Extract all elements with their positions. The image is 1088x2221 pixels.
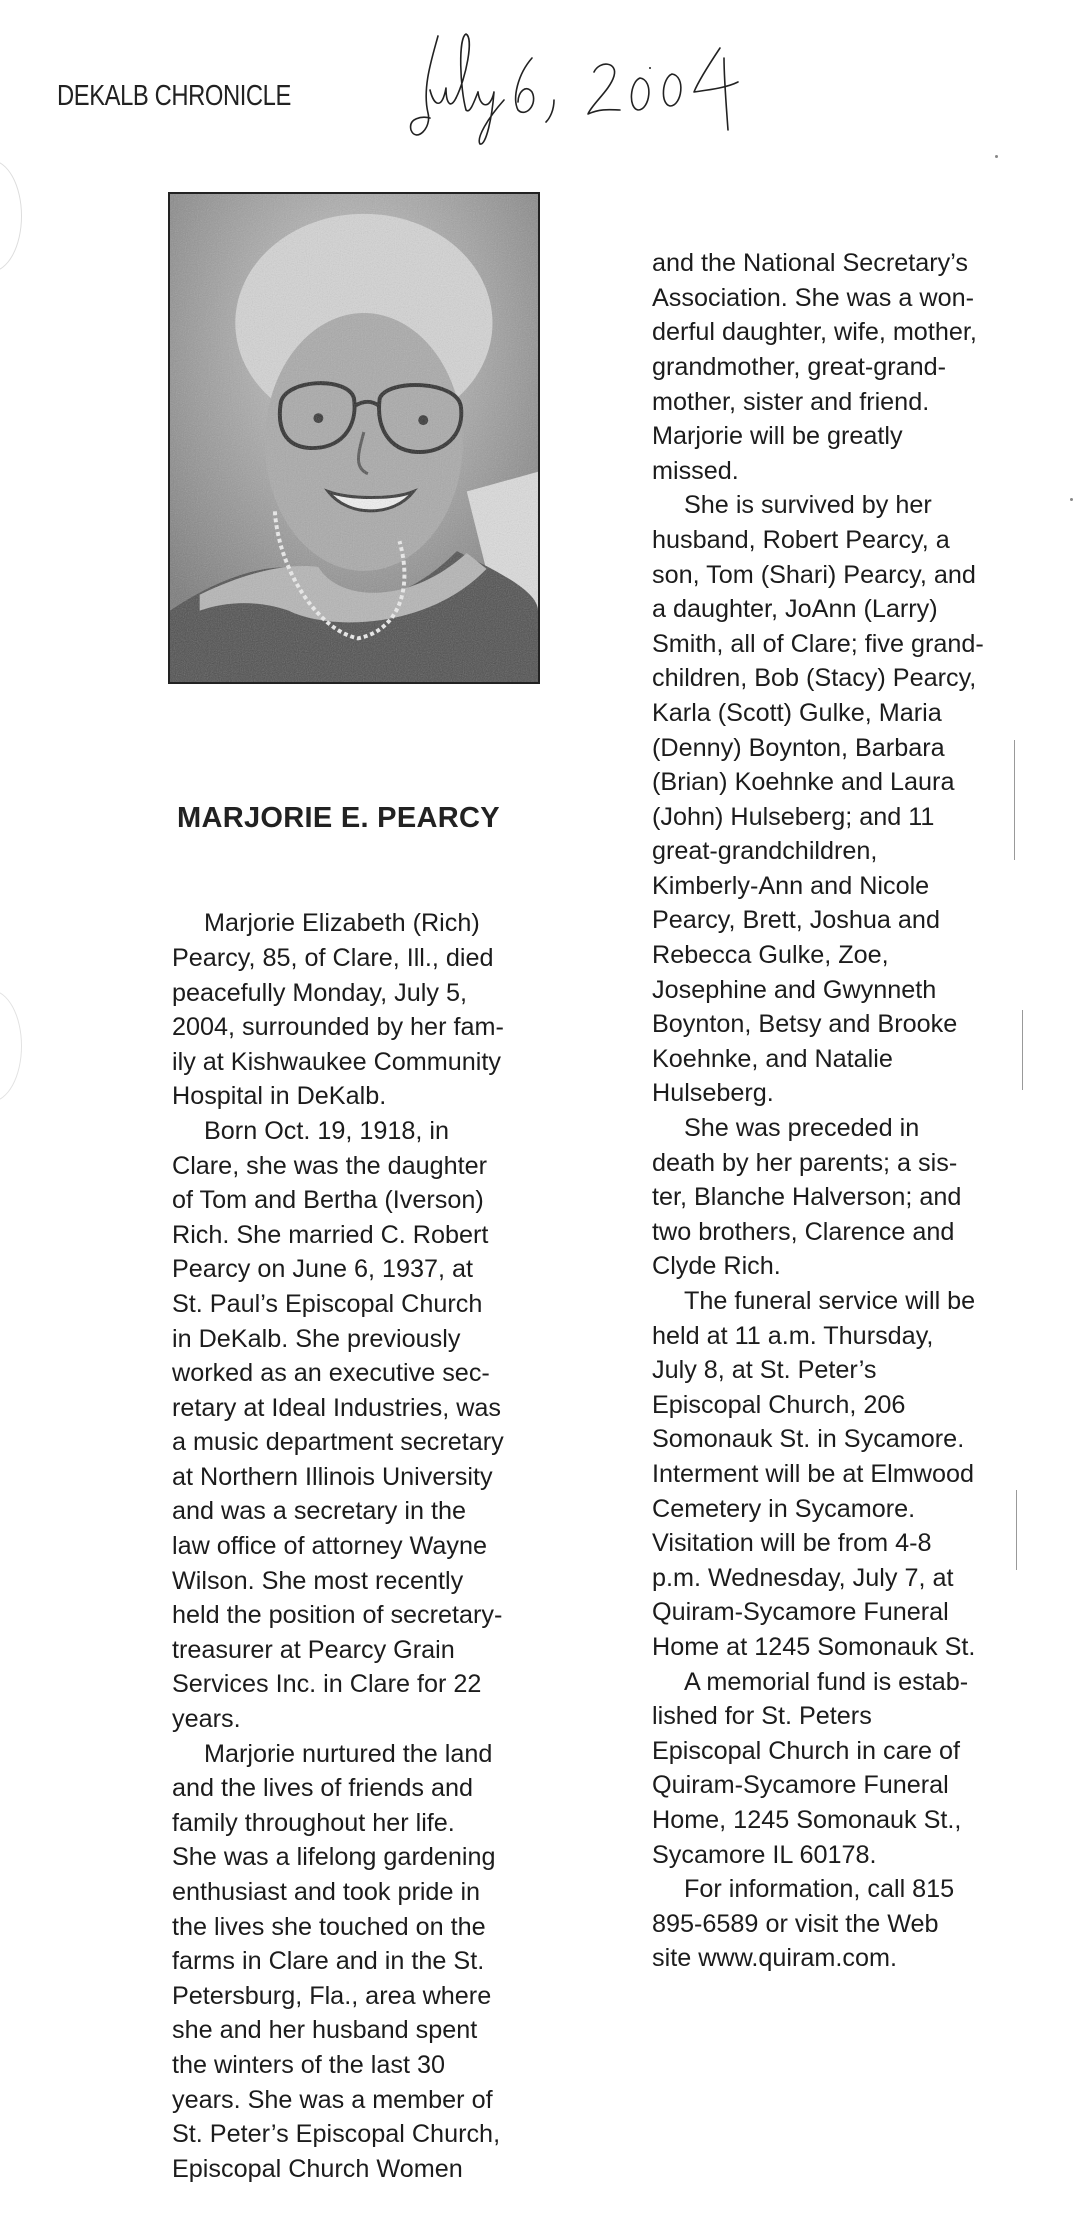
right_column-line: A memorial fund is estab- — [684, 1667, 969, 1696]
right_column-line: Association. She was a won- — [652, 283, 975, 312]
handwritten-date-ink — [408, 18, 848, 148]
right_column-line: July 8, at St. Peter’s — [652, 1356, 877, 1385]
left_column-line: Episcopal Church Women — [172, 2154, 463, 2183]
right_column-line: Karla (Scott) Gulke, Maria — [652, 698, 942, 727]
right-column-body — [652, 246, 984, 1976]
right_column-line: husband, Robert Pearcy, a — [652, 525, 950, 554]
left_column-line: enthusiast and took pride in — [172, 1878, 481, 1906]
scan-edge-artifact — [0, 160, 22, 272]
right_column-line: missed. — [652, 456, 739, 485]
right_column-line: Pearcy, Brett, Joshua and — [652, 906, 940, 935]
scan-fold-line — [1014, 740, 1015, 860]
right_column-line: She was preceded in — [684, 1114, 920, 1143]
right_column-line: and the National Secretary’s — [652, 249, 968, 278]
right_column-line: children, Bob (Stacy) Pearcy, — [652, 664, 977, 693]
right_column-line: Quiram-Sycamore Funeral — [652, 1598, 949, 1627]
newspaper-masthead: DEKALB CHRONICLE — [57, 80, 291, 112]
left_column-line: Marjorie Elizabeth (Rich) — [204, 909, 480, 938]
right_column-line: Visitation will be from 4-8 — [652, 1529, 932, 1558]
left_column-line: Services Inc. in Clare for 22 — [172, 1670, 482, 1699]
left_column-line: Petersburg, Fla., area where — [172, 1981, 492, 2010]
right_column-line: great-grandchildren, — [652, 837, 878, 866]
left_column-line: Born Oct. 19, 1918, in — [204, 1116, 450, 1145]
left_column-line: peacefully Monday, July 5, — [172, 978, 467, 1007]
right_column-line: Rebecca Gulke, Zoe, — [652, 941, 889, 970]
right_column-line: Kimberly-Ann and Nicole — [652, 871, 930, 900]
right_column-line: Hulseberg. — [652, 1079, 774, 1108]
right_column-line: Home at 1245 Somonauk St. — [652, 1632, 976, 1661]
left_column-line: the winters of the last 30 — [172, 2050, 446, 2079]
handwritten-date — [408, 18, 848, 148]
left_column-line: St. Paul’s Episcopal Church — [172, 1289, 483, 1318]
left_column-line: Clare, she was the daughter — [172, 1151, 488, 1180]
left_column-line: the lives she touched on the — [172, 1912, 486, 1941]
right_column-line: Marjorie will be greatly — [652, 422, 903, 451]
right_column-line: Somonauk St. in Sycamore. — [652, 1425, 965, 1454]
right_column-line: site www.quiram.com. — [652, 1944, 897, 1973]
left_column-line: years. — [172, 1705, 241, 1734]
right_column-line: Josephine and Gwynneth — [652, 975, 937, 1004]
right_column-line: lished for St. Peters — [652, 1702, 872, 1731]
right_column-line: grandmother, great-grand- — [652, 352, 947, 381]
right_column-line: held at 11 a.m. Thursday, — [652, 1321, 934, 1350]
right-column — [652, 177, 984, 2010]
right_column-line: son, Tom (Shari) Pearcy, and — [652, 560, 976, 589]
right_column-line: ter, Blanche Halverson; and — [652, 1183, 962, 1212]
right_column-line: derful daughter, wife, mother, — [652, 318, 977, 347]
left_column-line: She was a lifelong gardening — [172, 1843, 496, 1872]
left_column-line: treasurer at Pearcy Grain — [172, 1635, 455, 1664]
left_column-line: Pearcy on June 6, 1937, at — [172, 1255, 474, 1284]
scan-speck — [1070, 498, 1073, 501]
obituary-headline: MARJORIE E. PEARCY — [177, 802, 500, 835]
right_column-line: Smith, all of Clare; five grand- — [652, 629, 984, 658]
left_column-line: a music department secretary — [172, 1428, 504, 1457]
right_column-line: Episcopal Church, 206 — [652, 1390, 906, 1419]
scan-fold-line — [1016, 1490, 1017, 1570]
left_column-line: Marjorie nurtured the land — [204, 1739, 493, 1768]
right_column-line: Koehnke, and Natalie — [652, 1044, 893, 1073]
right_column-line: Cemetery in Sycamore. — [652, 1494, 916, 1523]
left_column-line: Rich. She married C. Robert — [172, 1220, 489, 1249]
left_column-line: and was a secretary in the — [172, 1497, 467, 1526]
left_column-line: at Northern Illinois University — [172, 1462, 493, 1491]
left_column-line: retary at Ideal Industries, was — [172, 1393, 501, 1422]
left_column-line: years. She was a member of — [172, 2085, 493, 2114]
portrait-photo — [168, 192, 540, 684]
right_column-line: p.m. Wednesday, July 7, at — [652, 1563, 954, 1592]
left_column-line: of Tom and Bertha (Iverson) — [172, 1186, 484, 1215]
right_column-line: mother, sister and friend. — [652, 387, 930, 416]
left_column-line: Hospital in DeKalb. — [172, 1082, 387, 1111]
scan-speck — [995, 155, 998, 158]
portrait-icon — [170, 194, 538, 682]
left-column-body — [172, 906, 504, 2186]
left_column-line: she and her husband spent — [172, 2016, 478, 2045]
scan-edge-artifact — [0, 990, 22, 1102]
right_column-line: 895-6589 or visit the Web — [652, 1909, 939, 1938]
right_column-line: (Brian) Koehnke and Laura — [652, 768, 955, 797]
left_column-line: family throughout her life. — [172, 1808, 455, 1837]
left_column-line: and the lives of friends and — [172, 1774, 474, 1803]
right_column-line: (Denny) Boynton, Barbara — [652, 733, 945, 762]
right_column-line: Episcopal Church in care of — [652, 1736, 961, 1765]
left_column-line: farms in Clare and in the St. — [172, 1947, 485, 1976]
right_column-line: For information, call 815 — [684, 1875, 955, 1904]
left_column-line: held the position of secretary- — [172, 1601, 503, 1630]
left_column-line: Wilson. She most recently — [172, 1566, 464, 1595]
right_column-line: Sycamore IL 60178. — [652, 1840, 877, 1869]
right_column-line: two brothers, Clarence and — [652, 1217, 955, 1246]
left_column-line: Pearcy, 85, of Clare, Ill., died — [172, 943, 494, 972]
right_column-line: a daughter, JoAnn (Larry) — [652, 595, 938, 624]
right_column-line: Home, 1245 Somonauk St., — [652, 1805, 962, 1834]
left_column-line: worked as an executive sec- — [172, 1359, 490, 1388]
scan-fold-line — [1022, 1010, 1023, 1090]
left_column-line: in DeKalb. She previously — [172, 1324, 461, 1353]
left_column-line: law office of attorney Wayne — [172, 1532, 488, 1561]
right_column-line: death by her parents; a sis- — [652, 1148, 958, 1177]
left-column — [172, 730, 504, 2221]
left_column-line: 2004, surrounded by her fam- — [172, 1013, 504, 1042]
right_column-line: Boynton, Betsy and Brooke — [652, 1010, 958, 1039]
right_column-line: Interment will be at Elmwood — [652, 1459, 974, 1488]
left_column-line: St. Peter’s Episcopal Church, — [172, 2120, 501, 2149]
right_column-line: Clyde Rich. — [652, 1252, 781, 1281]
left_column-line: ily at Kishwaukee Community — [172, 1047, 501, 1076]
right_column-line: She is survived by her — [684, 491, 932, 520]
right_column-line: Quiram-Sycamore Funeral — [652, 1771, 949, 1800]
right_column-line: The funeral service will be — [684, 1287, 976, 1315]
right_column-line: (John) Hulseberg; and 11 — [652, 802, 935, 831]
